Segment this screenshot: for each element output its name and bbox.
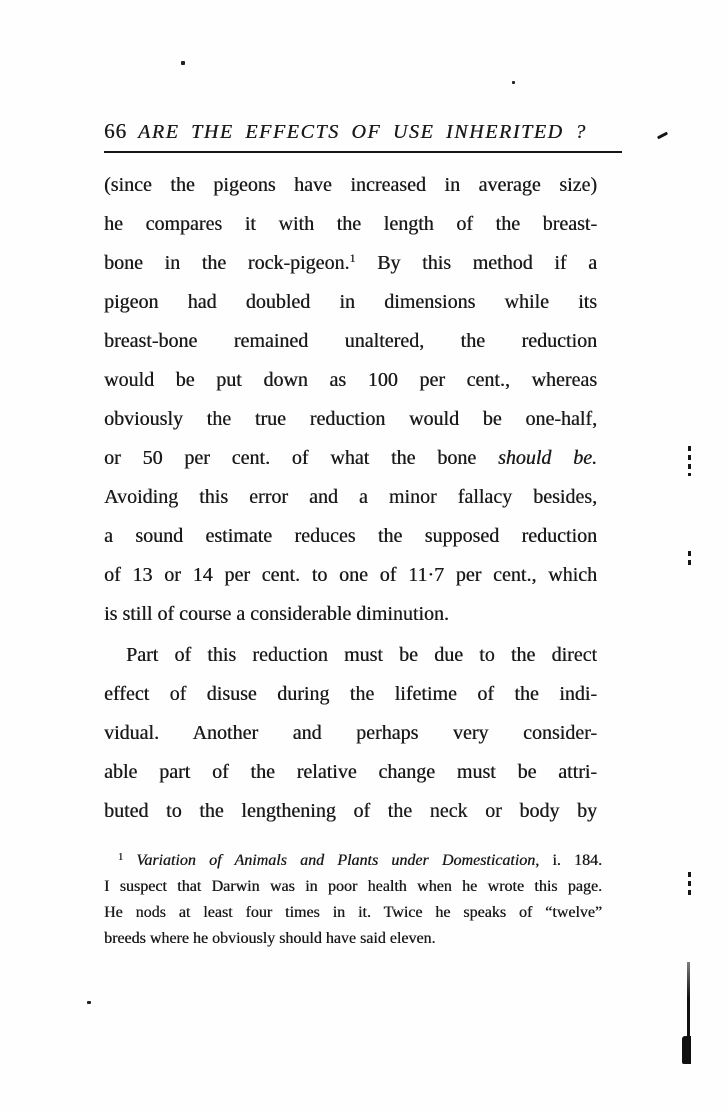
footnote-line-segment: , i. 184. (535, 852, 602, 869)
footnote-line: I suspect that Darwin was in poor health when he wrote this page. (104, 878, 602, 895)
body-line (104, 439, 597, 478)
body-line: effect of disuse during the lifetime of the indi- (104, 683, 597, 705)
page-edge-mark (688, 446, 691, 476)
page-number: 66 (104, 119, 127, 143)
body-line: obviously the true reduction would be one-half, (104, 408, 597, 430)
footnote-line: breeds where he obviously should have said eleven. (104, 930, 436, 947)
footnote-line: He nods at least four times in it. Twice he speaks of “twelve” (104, 904, 602, 921)
body-line-segment: or 50 per cent. of what the bone (104, 447, 477, 469)
scan-tick-mark (657, 132, 668, 140)
body-line: is still of course a considerable diminution. (104, 603, 449, 625)
body-line: Avoiding this error and a minor fallacy besides, (104, 486, 597, 508)
body-line: pigeon had doubled in dimensions while its (104, 291, 597, 313)
footnote (104, 848, 602, 952)
scan-speck (512, 81, 515, 84)
body-line-segment: bone in the rock-pigeon. (104, 252, 350, 274)
page-edge-binding-mark (682, 1036, 691, 1064)
body-line: would be put down as 100 per cent., whereas (104, 369, 597, 391)
body-line: (since the pigeons have increased in average size) (104, 174, 597, 196)
footnote-reference: 1 (349, 251, 356, 265)
running-title: ARE THE EFFECTS OF USE INHERITED ? (138, 121, 587, 143)
scan-speck (87, 1001, 91, 1004)
scan-speck (181, 61, 185, 65)
footnote-marker: 1 (118, 852, 123, 863)
body-line: buted to the lengthening of the neck or body by (104, 800, 597, 822)
book-title-italic: Variation of Animals and Plants under Domestication (136, 852, 536, 869)
body-line-segment-italic: should be. (497, 447, 597, 469)
body-line: breast-bone remained unaltered, the reduction (104, 330, 597, 352)
body-text (104, 166, 597, 831)
body-line: a sound estimate reduces the supposed reduction (104, 525, 597, 547)
running-header (104, 119, 624, 144)
page-edge-mark (688, 872, 691, 898)
body-line: of 13 or 14 per cent. to one of 11·7 per cent., which (104, 564, 597, 586)
body-line: he compares it with the length of the breast- (104, 213, 597, 235)
body-line-segment: By this method if a (377, 252, 597, 274)
body-line (104, 244, 597, 283)
footnote-line (104, 848, 602, 874)
paragraph-1 (104, 166, 597, 634)
header-rule (104, 151, 622, 153)
body-line: vidual. Another and perhaps very consider- (104, 722, 597, 744)
page-edge-mark (688, 551, 691, 567)
body-line: able part of the relative change must be attri- (104, 761, 597, 783)
body-line: Part of this reduction must be due to the direct (126, 644, 597, 666)
paragraph-2 (104, 636, 597, 831)
